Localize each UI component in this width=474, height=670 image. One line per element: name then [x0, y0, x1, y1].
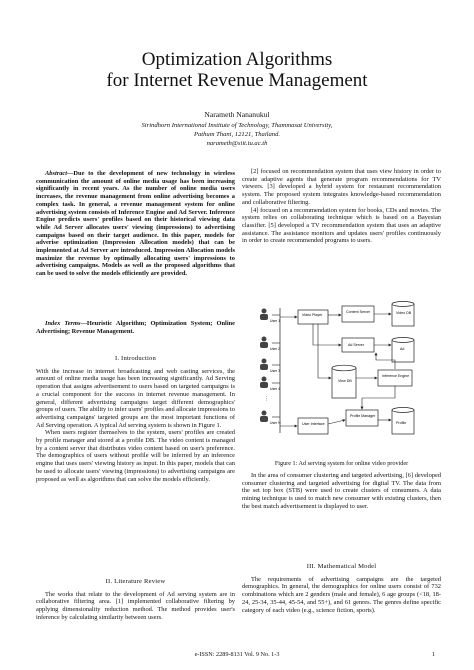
intro-paragraph-2: When users register themselves to the system, users' profiles are created by profile manager and stored at a profile DB. The video content is managed by a content server that distributes video content based on user's preference. The demographics of users without profile will be inferred by an inference engine that uses users' viewing history as input. In this paper, models that can be used to allocate users' viewing (impressions) to advertising campaigns are proposed as well as algorithms that can solve the models efficiently. [36, 429, 235, 483]
section-literature-review [36, 578, 235, 622]
view-db-label: View DB [338, 379, 352, 383]
intro-heading: I. Introduction [114, 355, 157, 362]
user-label-4: User 4 [270, 387, 280, 391]
content-server-label: Content Server [346, 310, 371, 314]
view-db-top [332, 365, 356, 371]
math-heading: III. Mathematical Model [306, 563, 377, 570]
abstract [36, 170, 235, 278]
connector [362, 386, 395, 409]
user-icon [260, 359, 268, 371]
abstract-lead: Abstract [45, 170, 68, 177]
right-paragraph-2: [4] focused on a recommendation system for books, CDs and movies. The system relies on collaborating technique which is based on a Bayesian classifier. [5] developed a TV recommendation system that uses an adaptive assistance. The assistance monitors and updates users' profiles continuously in order to create recommended programs to users. [242, 206, 441, 245]
right-column-middle [242, 472, 441, 511]
abstract-text: —Due to the development of new technology in wireless communication the amount of online media usage has been increasing significantly in recent years. As the number of online media users increases, the revenue management from online advertising becomes a complex task. In general, a revenue management system for online advertising system consists of Inference Engine and Ad Server. Inference Engine predicts users' profiles based on their historical viewing data while Ad Server allocates users' viewing (impressions) to advertising campaigns based on their target audience. In this paper, models for adverise optimization (Impression Allocation models) that can be implemented at Ad Server are introduced. Impression Allocation models maximize the revenue by optimally allocating users' impressions to advertising campaigns. Models as well as the proposed algorithms that can be used to solve the models efficiently are provided. [36, 170, 235, 278]
profile-db-top [392, 408, 414, 413]
index-terms-lead: Index Terms [45, 320, 81, 327]
author-name: Narameth Nananukul [204, 110, 270, 119]
user-label-n: User N [270, 421, 281, 425]
user-icon [260, 377, 268, 389]
affiliation-line-2: Pathum Thani, 12121, Thailand. [193, 131, 281, 138]
math-paragraph-1: The requirements of advertising campaigns are the targeted demographics. In general, the demographics for online users consist of 732 combinations which are 2 genders (male and female), 6 age groups (<18, 18-24, 25-34, 35-44, 45-54, and 55+), and 61 genres. The genres define specific category of each video (e.g., science fiction, sports). [242, 575, 441, 614]
user-icons [260, 309, 268, 423]
lit-paragraph-1: The works that relate to the development of Ad serving system are in collaborative filtering area. [1] implemented collaborative filtering by applying dimensionality reduction method. The method provides user's inference by calculating similarity between users. [36, 590, 235, 621]
connector [313, 324, 341, 345]
title-line-1: Optimization Algorithms [141, 49, 333, 70]
ad-db-body [392, 340, 414, 362]
video-db-body [392, 304, 414, 326]
index-terms [36, 320, 235, 335]
video-db-label: Video DB [396, 311, 412, 315]
video-player-label: Video Player [302, 313, 323, 317]
user-icon [260, 309, 268, 321]
lit-heading: II. Literature Review [105, 578, 166, 585]
ad-db-top [392, 338, 414, 343]
inference-engine-label: Inference Engine [382, 374, 410, 378]
figure-caption: Figure 1: Ad serving system for online video provider [274, 460, 409, 467]
intro-paragraph-1: With the increase in internet broadcasting and web casting services, the amount of online media usage has been increasing significantly. Ad Serving operation that assigns advertisement to users based on targeted campaigns is a crucial component for the success in internet revenue management. In general, different advertising campaigns target different demographics' groups of users. The ability to infer users' profiles and allocate impressions to advertising campaigns' targeted groups are the most important functions of Ad Serving operation. A typical Ad serving system is shown in Figure 1. [36, 367, 235, 429]
connector [318, 324, 331, 378]
affiliation [0, 121, 474, 148]
user-label-3: User 3 [270, 369, 280, 373]
section-mathematical-model [242, 563, 441, 614]
view-db-body [332, 368, 356, 398]
right-paragraph-1: [2] focused on recommendation system that uses view history in order to create adaptive agents that generate program recommendations for TV viewers. [3] developed a hybrid system for restaurant recommendation system. The proposed system integrates knowledge-based recommendation and collaborative filtering. [242, 168, 441, 206]
profile-db-label: Profile [396, 421, 407, 425]
inference-engine-box [378, 370, 412, 386]
footer-issn: e-ISSN: 2289-8131 Vol. 9 No. 1-3 [194, 651, 280, 658]
section-introduction [36, 355, 235, 483]
user-interface-box [298, 418, 328, 434]
user-icon [260, 411, 268, 423]
user-interface-label: User Interface [302, 422, 325, 426]
video-db-top [392, 302, 414, 307]
right-column-top [242, 168, 441, 245]
user-label-2: User 2 [270, 347, 280, 351]
paper-title [0, 49, 474, 91]
index-terms-text: —Heuristic Algorithm; Optimization System; Online Advertising; Revenue Management. [36, 320, 235, 335]
content-server-box [342, 306, 374, 322]
ad-db-label: Ad [400, 347, 405, 351]
title-line-2: for Internet Revenue Management [106, 70, 368, 91]
right-paragraph-3: In the area of consumer clustering and targeted advertising, [6] developed consumer clustering and targeted advertising for digital TV. The data from the set top box (STB) were used to create clusters of consumers. A data mining technique is used to match new consumer with existing clusters, then the best match advertisement is displayed to user. [242, 472, 441, 510]
user-label-1: User 1 [270, 319, 280, 323]
ad-server-label: Ad Server [348, 343, 364, 347]
author-email: narameth@siit.tu.ac.th [206, 140, 268, 147]
affiliation-line-1: Sirindhorn International Institute of Technology, Thammasat University, [141, 122, 333, 129]
user-ellipsis: ⋮ [264, 396, 269, 402]
figure-ad-serving-diagram [258, 298, 428, 456]
connector [328, 420, 345, 424]
profile-manager-label: Profile Manager [350, 414, 376, 418]
profile-manager-box [346, 410, 378, 426]
user-icon [260, 337, 268, 349]
page-number: 1 [432, 651, 436, 658]
